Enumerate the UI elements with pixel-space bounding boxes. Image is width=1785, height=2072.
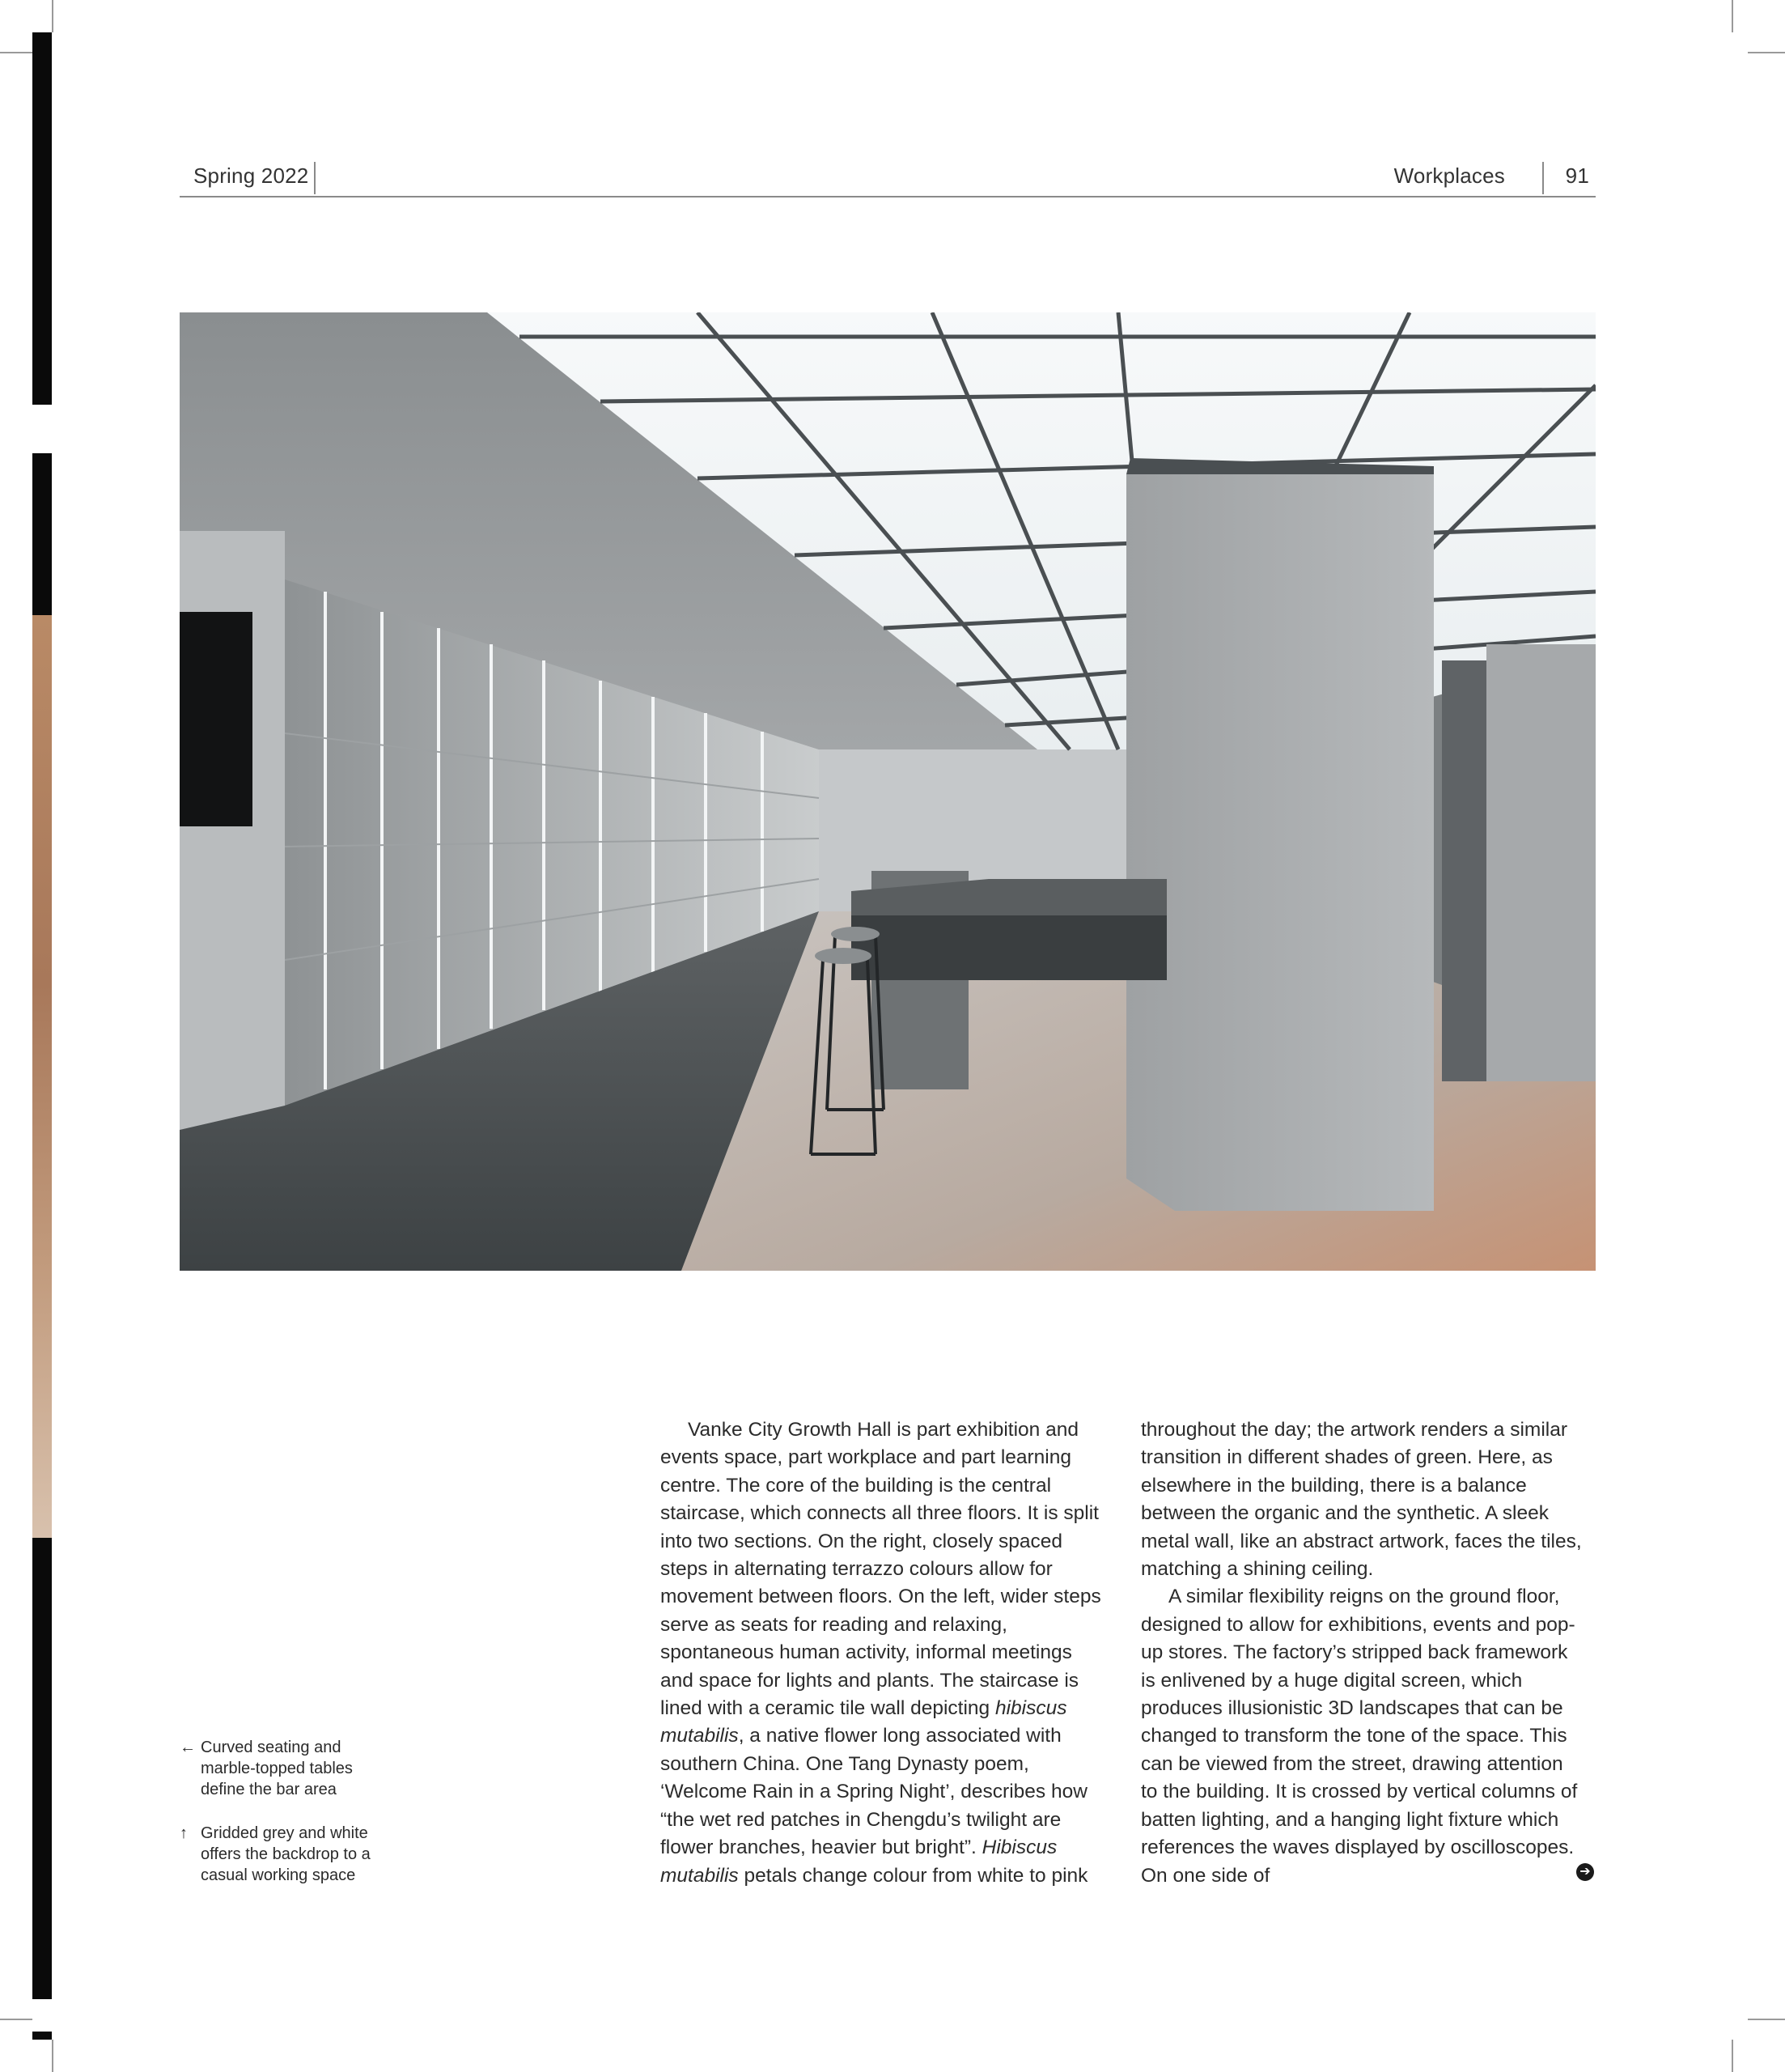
crop-mark [52, 2040, 53, 2072]
photo-caption [180, 1737, 390, 1800]
body-paragraph: throughout the day; the artwork renders a similar transition in different shades of green. Here, as elsewhere in the building, there is a balance between the organic and the synthetic. A sleek metal wall, like an abstract artwork, faces the tiles, matching a shining ceiling. [1141, 1419, 1582, 1581]
page-number: 91 [1565, 163, 1589, 188]
italic-term: Hibiscus mutabilis [660, 1836, 1058, 1887]
crop-mark [1748, 52, 1785, 53]
header-divider [314, 162, 316, 194]
crop-mark [52, 0, 53, 32]
photo-caption [180, 1823, 390, 1886]
crop-mark [0, 52, 32, 53]
crop-mark [1732, 2040, 1733, 2072]
issue-label: Spring 2022 [193, 163, 309, 188]
caption-text: Curved seating and marble-topped tables define the bar area [201, 1739, 353, 1798]
section-label: Workplaces [1393, 163, 1505, 188]
crop-mark [1748, 2019, 1785, 2020]
italic-term: hibiscus mutabilis [660, 1697, 1067, 1747]
crop-mark [1732, 0, 1733, 32]
body-paragraph: A similar flexibility reigns on the ground floor, designed to allow for exhibitions, events and pop-up stores. The factory’s stripped back framework is enlivened by a huge digital screen, which produces illusionistic 3D landscapes that can be changed to transform the tone of the space. This can be viewed from the street, drawing attention to the building. It is crossed by vertical columns of batten lighting, and a hanging light fixture which references the waves displayed by oscilloscopes. On one side of [1141, 1586, 1578, 1887]
body-paragraph: Vanke City Growth Hall is part exhibition and events space, part workplace and part learning centre. The core of the building is the central staircase, which connects all three floors. It is split into two sections. On the right, closely spaced steps in alternating terrazzo colours allow for movement between floors. On the left, wider steps serve as seats for reading and relaxing, spontaneous human activity, informal meetings and space for lights and plants. The staircase is lined with a ceramic tile wall depicting hibiscus mutabilis, a native flower long associated with southern China. One Tang Dynasty poem, ‘Welcome Rain in a Spring Night’, describes how “the wet red patches in Chengdu’s twilight are flower branches, heavier but bright”. Hibiscus mutabilis petals change colour from white to pink [660, 1419, 1101, 1887]
caption-text: Gridded grey and white offers the backdrop to a casual working space [201, 1824, 371, 1884]
header-divider [1542, 162, 1544, 194]
left-arrow-icon: ← [180, 1739, 196, 1756]
continued-arrow-icon: ➔ [1576, 1863, 1594, 1881]
crop-mark [0, 2019, 32, 2020]
body-column-1 [660, 1416, 1104, 1890]
running-header [180, 160, 1596, 197]
spine-notch [32, 1999, 52, 2032]
spine-notch [32, 405, 52, 453]
adjacent-page-image-strip [32, 615, 52, 1538]
up-arrow-icon: ↑ [180, 1824, 188, 1842]
body-column-2 [1141, 1416, 1584, 1890]
interior-photo [180, 312, 1596, 1271]
